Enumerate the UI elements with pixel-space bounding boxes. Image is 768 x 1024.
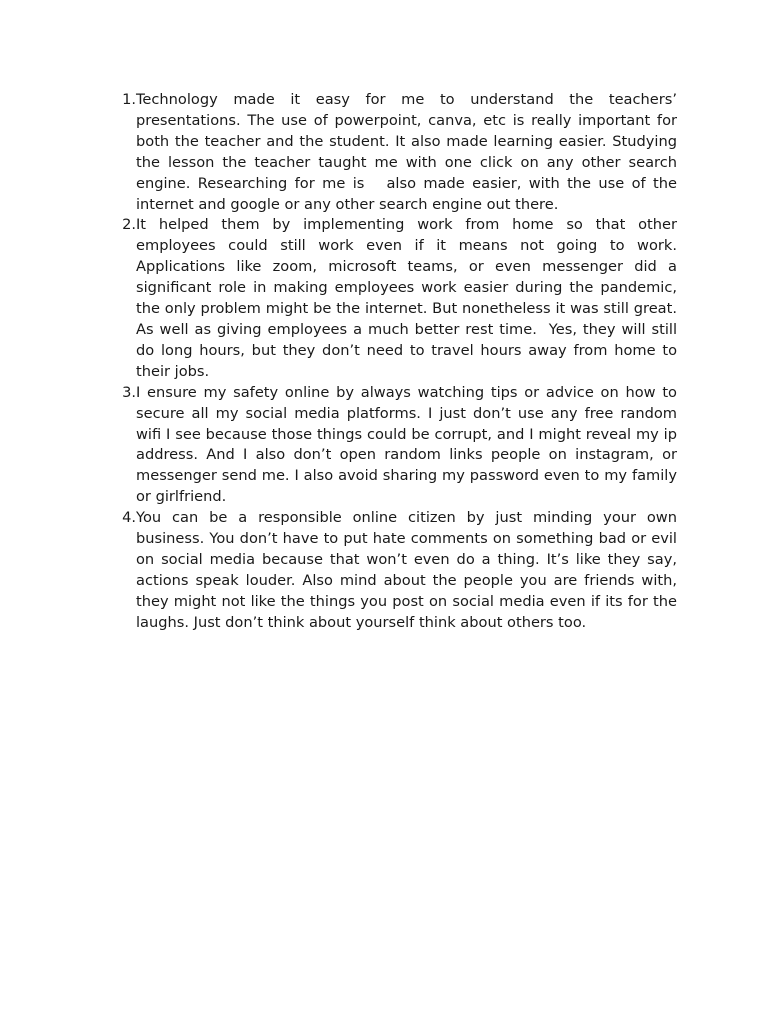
item-number: 2. [122,216,136,234]
item-number: 4. [122,509,136,527]
item-text: You can be a responsible online citizen by just minding your own business. You don’t have to put hate comments on something bad or evil on social media because that won’t even do a thing. It’s like they say, actions speak louder. Also mind about the people you are friends with, they might not like the things you post on social media even if its for the laughs. Just don’t think about yourself think about others too. [136,509,682,631]
list-item [106,215,682,382]
item-number: 1. [122,91,136,108]
item-text: I ensure my safety online by always watching tips or advice on how to secure all my social media platforms. I just don’t use any free random wifi I see because those things could be corrupt, and I might reveal my ip address. And I also don’t open random links people on instagram, or messenger send me. I also avoid sharing my password even to my family or girlfriend. [136,383,682,506]
item-text: Technology made it easy for me to understand the teachers’ presentations. The use of powerpoint, canva, etc is really important for both the teacher and the student. It also made learning easier. Studying the lesson the teacher taught me with one click on any other search engine. Researching for me is also made easier, with the use of the internet and google or any other search engine out there. [136,91,682,213]
list-item [106,383,682,508]
item-number: 3. [122,383,136,401]
list-item [106,508,682,633]
numbered-answer-list [106,90,682,634]
list-item [106,90,682,215]
item-text: It helped them by implementing work from home so that other employees could still work even if it means not going to work. Applications like zoom, microsoft teams, or even messenger did a significant role in making employees work easier during the pandemic, the only problem might be the internet. But nonetheless it was still great. As well as giving employees a much better rest time. Yes, they will still do long hours, but they don’t need to travel hours away from home to their jobs. [136,216,682,380]
